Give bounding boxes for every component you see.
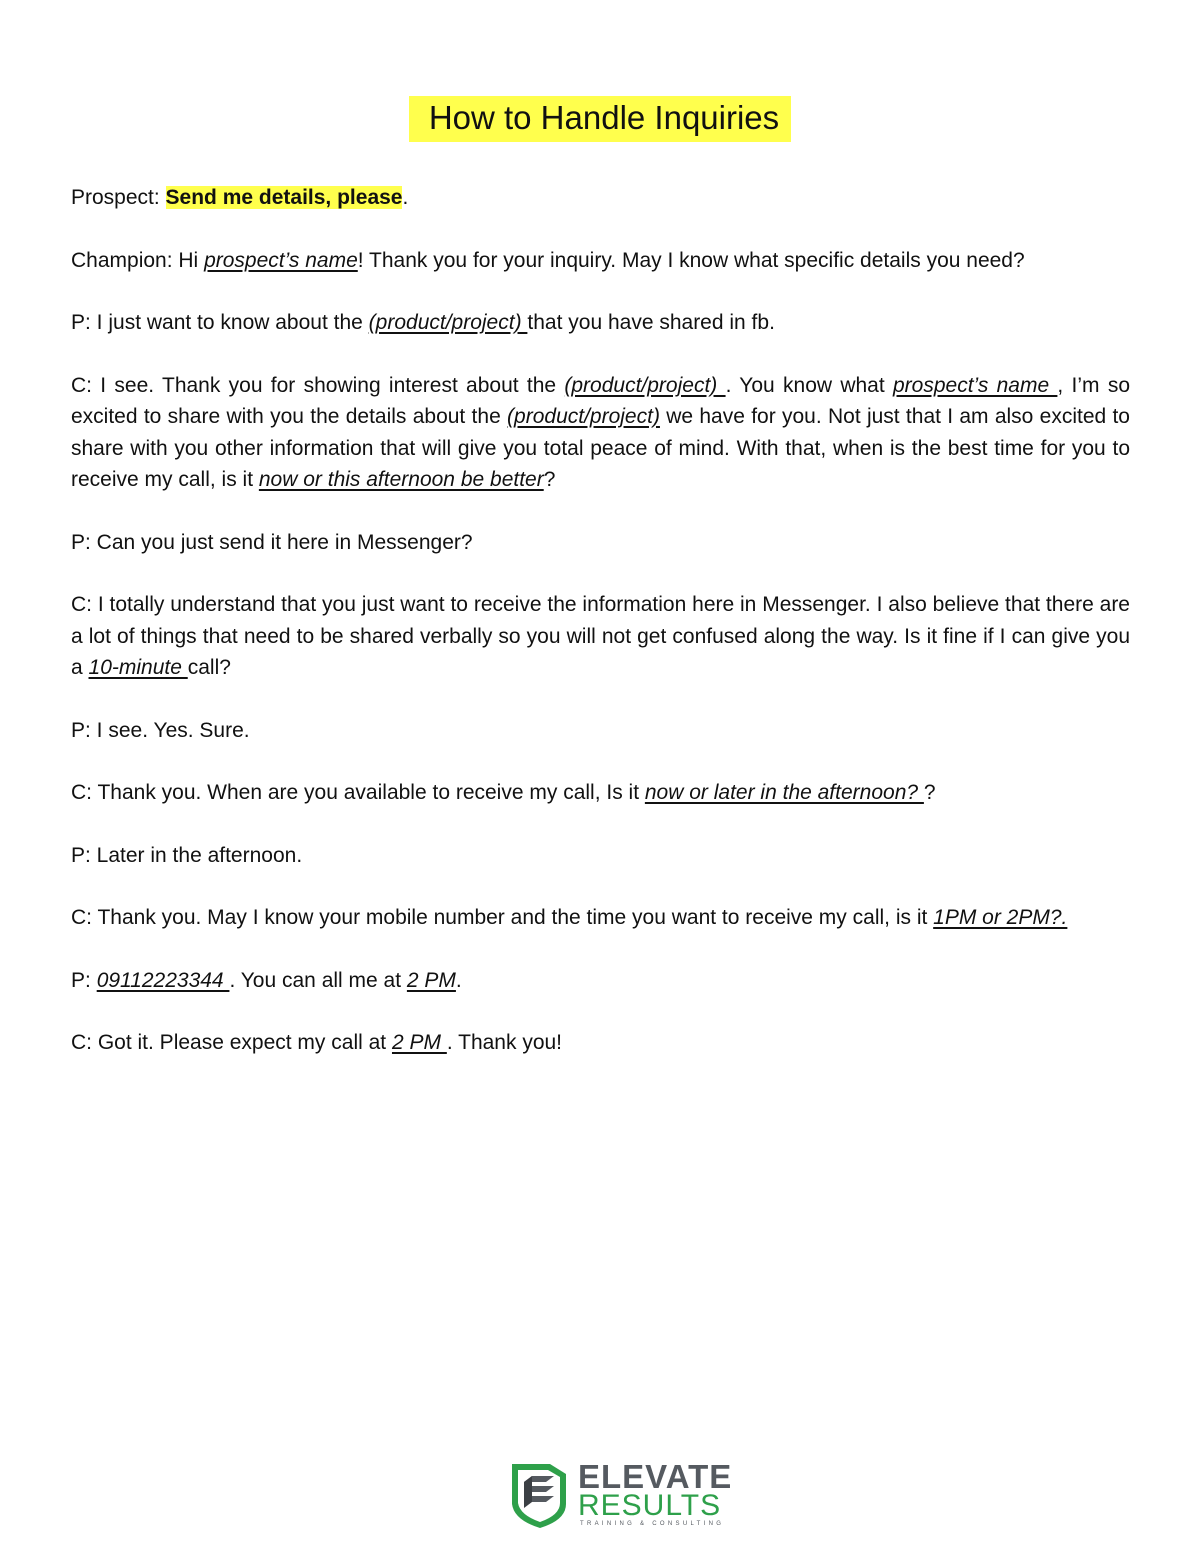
paragraph-champion-excited: [71, 370, 1130, 496]
text: P: I see. Yes. Sure.: [71, 718, 250, 742]
fill-in-blank: 1PM or 2PM?.: [933, 906, 1068, 929]
document-title: How to Handle Inquiries: [409, 96, 791, 142]
text: P: Can you just send it here in Messenger?: [71, 530, 473, 554]
logo-tagline: TRAINING & CONSULTING: [580, 1521, 725, 1527]
elevate-results-logo-icon: [506, 1458, 574, 1530]
paragraph-champion-greeting: [71, 245, 1130, 277]
logo-line-elevate: ELEVATE: [578, 1458, 733, 1495]
text: . You know what: [725, 373, 893, 397]
fill-in-blank: (product/project): [368, 311, 528, 334]
text: P:: [71, 968, 97, 992]
text: , I’m so excited to share with you the details about the: [71, 373, 1130, 428]
text: .: [402, 186, 409, 209]
text: . You can all me at: [229, 968, 407, 992]
paragraph-prospect-request: [71, 182, 1130, 214]
fill-in-blank: (product/project): [507, 405, 660, 428]
text: ! Thank you for your inquiry. May I know what specific details you need?: [357, 248, 1025, 272]
elevate-results-logo: [506, 1458, 733, 1530]
text: .: [455, 968, 462, 992]
text: C: Thank you. May I know your mobile number and the time you want to receive my call, is it: [71, 906, 934, 929]
fill-in-blank: 2 PM: [391, 1031, 447, 1054]
text: ?: [923, 781, 936, 804]
paragraph-champion-understand: [71, 589, 1130, 684]
fill-in-blank: prospect’s name: [892, 373, 1058, 397]
paragraph-champion-availability: [71, 777, 1130, 809]
paragraph-prospect-messenger: [71, 527, 1130, 559]
paragraph-prospect-sure: [71, 715, 1130, 747]
text: . Thank you!: [446, 1031, 563, 1054]
text: that you have shared in fb.: [527, 311, 775, 334]
fill-in-blank: 09112223344: [96, 968, 230, 992]
text: C: I see. Thank you for showing interest about the: [71, 373, 565, 397]
paragraph-champion-mobile: [71, 902, 1130, 934]
text: ?: [543, 468, 556, 491]
text: Prospect:: [71, 186, 166, 209]
text: Champion: Hi: [71, 248, 205, 272]
text: call?: [187, 656, 231, 679]
title-wrap: [0, 96, 1200, 142]
fill-in-blank: (product/project): [564, 373, 726, 397]
fill-in-blank: now or later in the afternoon?: [644, 781, 924, 804]
highlighted-text: Send me details, please: [165, 186, 403, 209]
paragraph-prospect-afternoon: [71, 840, 1130, 872]
fill-in-blank: 10-minute: [88, 656, 188, 679]
text: C: Got it. Please expect my call at: [71, 1031, 392, 1054]
paragraph-prospect-number: [71, 965, 1130, 997]
logo-line-results: RESULTS: [578, 1489, 722, 1522]
text: C: I totally understand that you just want to receive the information here in Messenger. I also believe that there are a lot of things that need to be shared verbally so you will not get confused along the way. Is it fine if I can give you a: [71, 593, 1130, 679]
fill-in-blank: 2 PM: [406, 968, 456, 992]
paragraph-prospect-product: [71, 307, 1130, 339]
text: we have for you. Not just that I am also excited to share with you other information that will give you total peace of mind. With that, when is the best time for you to receive my call, is it: [71, 405, 1130, 491]
text: P: I just want to know about the: [71, 311, 369, 334]
text: P: Later in the afternoon.: [71, 843, 303, 867]
paragraph-champion-confirm: [71, 1027, 1130, 1059]
dialogue-body: [71, 182, 1130, 1090]
text: C: Thank you. When are you available to receive my call, Is it: [71, 781, 645, 804]
fill-in-blank: prospect’s name: [204, 248, 358, 272]
fill-in-blank: now or this afternoon be better: [258, 468, 544, 491]
